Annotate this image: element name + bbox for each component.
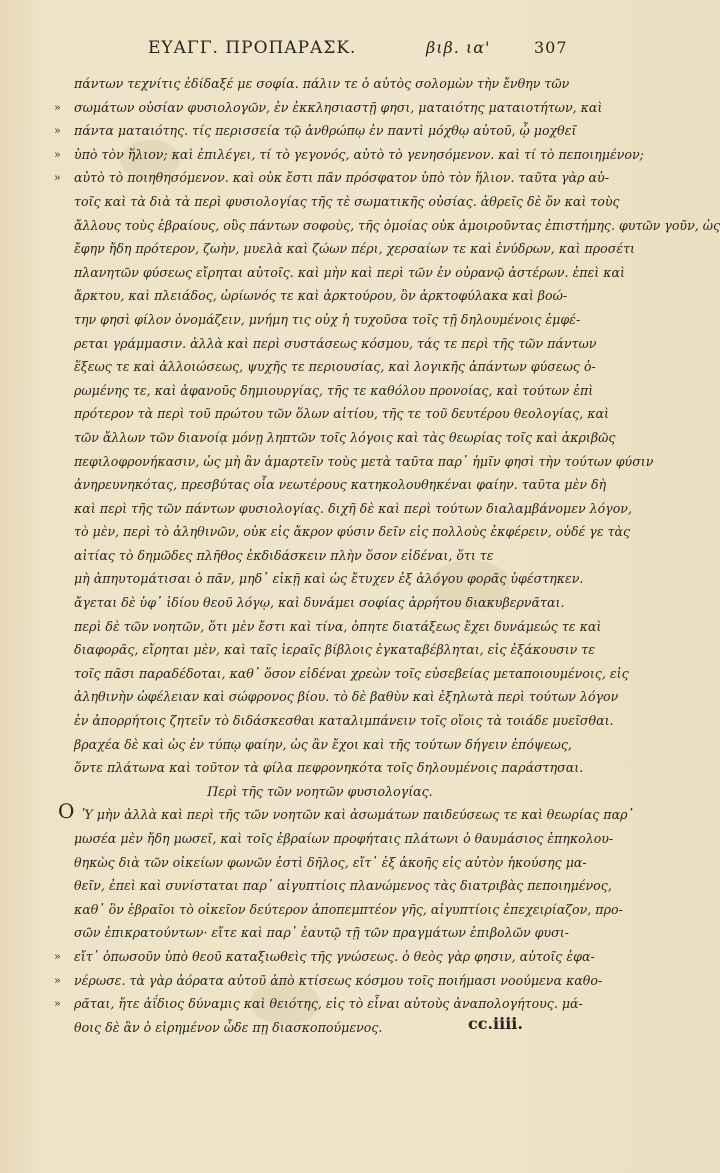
text-line	[60, 426, 616, 450]
line-text: ὅντε πλάτωνα καὶ τοῦτον τὰ φίλα πεφρονηκότα τοῖς δηλουμένοις παράστησαι.	[74, 760, 584, 776]
section-heading	[60, 780, 580, 804]
line-text: διαφορᾶς, εἴρηται μὲν, καὶ ταῖς ἱεραῖς βίβλοις ἐγκαταβέβληται, εἰς ἐξάκουσιν τε	[74, 642, 596, 658]
line-text: ἀνηρευνηκότας, πρεσβύτας οἷα νεωτέρους κατηκολουθηκέναι φαίην. ταῦτα μὲν δὴ	[74, 477, 607, 493]
text-line	[60, 544, 580, 568]
line-text: τὸ μὲν, περὶ τὸ ἀληθινῶν, οὐκ εἰς ἄκρον φύσιν δεῖν εἰς πολλοὺς ἐκφέρειν, οὐδέ γε τὰς	[74, 524, 631, 540]
page-number: 307	[534, 38, 568, 57]
line-text: πεφιλοφρονήκασιν, ὡς μὴ ἂν ἁμαρτεῖν τοὺς μετὰ ταῦτα παρ᾽ ἡμῖν φησὶ τὴν τούτων φύσιν	[74, 453, 654, 469]
text-line	[60, 567, 584, 591]
running-title: ΕΥΑΓΓ. ΠΡΟΠΑΡΑΣΚ.	[148, 38, 357, 58]
text-line	[60, 214, 720, 238]
text-line	[60, 851, 587, 875]
text-line	[60, 827, 614, 851]
line-text: πάντων τεχνίτις ἐδίδαξέ με σοφία. πάλιν τε ὁ αὐτὸς σολομὼν τὴν ἔνθην τῶν	[74, 76, 570, 91]
line-text: αἰτίας τὸ δημῶδες πλῆθος ἐκδιδάσκειν πλὴν ὅσον εἰδέναι, ὅτι τε	[74, 547, 494, 563]
line-text: τοῖς καὶ τὰ διὰ τὰ περὶ φυσιολογίας τῆς τὲ σωματικῆς οὐσίας. ἀθρεῖς δὲ ὅν καὶ τοὺς	[74, 193, 620, 209]
text-line	[60, 473, 607, 497]
text-line	[60, 379, 594, 403]
text-line	[60, 921, 580, 945]
line-text: πλανητῶν φύσεως εἴρηται αὐτοῖς. καὶ μὴν καὶ περὶ τῶν ἐν οὐρανῷ ἀστέρων. ἐπεὶ καὶ	[74, 264, 625, 280]
text-line	[60, 237, 635, 261]
text-line	[60, 615, 602, 639]
line-text: θεῖν, ἐπεὶ καὶ συνίσταται παρ᾽ αἰγυπτίοις πλανώμενος τὰς διατριβὰς πεποιημένος,	[74, 878, 612, 894]
line-text: μωσέα μὲν ἤδη μωσεῖ, καὶ τοῖς ἑβραίων προφήταις πλάτωνι ὁ θαυμάσιος ἐπηκολου-	[74, 831, 614, 846]
body-text	[54, 72, 720, 1039]
text-line	[60, 450, 654, 474]
text-line	[60, 402, 609, 426]
text-line	[60, 874, 612, 898]
text-line	[54, 119, 580, 143]
text-line	[60, 332, 597, 356]
line-text: μὴ ἀπηυτομάτισαι ὁ πᾶν, μηδ᾽ εἰκῇ καὶ ὡς ἔτυχεν ἐξ ἀλόγου φορᾶς ὑφέστηκεν.	[74, 571, 584, 587]
text-line	[60, 733, 580, 757]
line-text: νέρωσε. τὰ γὰρ ἀόρατα αὐτοῦ ἀπὸ κτίσεως κόσμου τοῖς ποιήμασι νοούμενα καθο-	[74, 972, 603, 988]
text-line	[60, 497, 632, 521]
line-text: τῶν ἄλλων τῶν διανοίᾳ μόνῃ ληπτῶν τοῖς λόγοις καὶ τὰς θεωρίας τοῖς καὶ ἀκριβῶς	[74, 429, 616, 445]
text-line	[60, 591, 580, 615]
text-line	[60, 355, 596, 379]
text-line	[60, 72, 580, 96]
line-text: σῶν ἐπικρατούντων· εἴτε καὶ παρ᾽ ἑαυτῷ τῇ τῶν πραγμάτων ἐπιβολῶν φυσι-	[74, 925, 569, 941]
signature-mark: cc.iiii.	[468, 1014, 523, 1033]
text-line	[60, 898, 623, 922]
text-line	[54, 992, 583, 1016]
line-text: ἔφην ἤδη πρότερον, ζωὴν, μυελὰ καὶ ζώων πέρι, χερσαίων τε καὶ ἐνύδρων, καὶ προσέτι	[74, 241, 635, 257]
line-text: καθ᾽ ὃν ἑβραῖοι τὸ οἰκεῖον δεύτερον ἀποπεμπτέον γῆς, αἰγυπτίοις ἐπεχειρίαζον, προ-	[74, 901, 623, 917]
line-text: αὐτὸ τὸ ποιηθησόμενον. καὶ οὐκ ἔστι πᾶν πρόσφατον ὑπὸ τὸν ἥλιον. ταῦτα γὰρ αὐ-	[74, 170, 609, 186]
text-line	[60, 709, 614, 733]
quotation-marker: »	[54, 997, 61, 1011]
line-text: ὑπὸ τὸν ἥλιον; καὶ ἐπιλέγει, τί τὸ γεγονός, αὐτὸ τὸ γενησόμενον. καὶ τί τὸ πεποιημένον;	[74, 146, 644, 162]
line-text: Ὑ μὴν ἀλλὰ καὶ περὶ τῆς τῶν νοητῶν καὶ ἀσωμάτων παιδεύσεως τε καὶ θεωρίας παρ᾽	[82, 807, 634, 823]
line-text: θοις δὲ ἂν ὁ εἰρημένον ὧδε πῃ διασκοπούμενος.	[74, 1019, 383, 1035]
quotation-marker: »	[54, 973, 61, 987]
text-line	[60, 284, 580, 308]
text-line	[60, 261, 625, 285]
line-text: ἐν ἀπορρήτοις ζητεῖν τὸ διδάσκεσθαι καταλιμπάνειν τοῖς οἵοις τὰ τοιάδε μυεῖσθαι.	[74, 713, 614, 729]
line-text: τοῖς πᾶσι παραδέδοται, καθ᾽ ὅσον εἰδέναι χρεὼν τοῖς εὐσεβείας μεταποιουμένοις, εἰς	[74, 665, 629, 681]
text-line	[60, 520, 631, 544]
text-line	[54, 143, 644, 167]
text-line	[54, 945, 595, 969]
line-text: σωμάτων οὐσίαν φυσιολογῶν, ἐν ἐκκλησιαστῇ φησι, ματαιότης ματαιοτήτων, καὶ	[74, 99, 603, 115]
line-text: ἄρκτου, καὶ πλειάδος, ὠρίωνός τε καὶ ἀρκτούρου, ὃν ἀρκτοφύλακα καὶ βοώ-	[74, 288, 568, 304]
line-text: καὶ περὶ τῆς τῶν πάντων φυσιολογίας. διχῆ δὲ καὶ περὶ τούτων διαλαμβάνομεν λόγον,	[74, 500, 632, 516]
text-line	[60, 638, 596, 662]
book-number: βιβ. ια'	[426, 38, 491, 57]
line-text: ρᾶται, ἥτε ἀΐδιος δύναμις καὶ θειότης, εἰς τὸ εἶναι αὐτοὺς ἀναπολογήτους. μά-	[74, 996, 583, 1012]
line-text: θηκὼς διὰ τῶν οἰκείων φωνῶν ἐστὶ δῆλος, εἴτ᾽ ἐξ ἀκοῆς εἰς αὐτὸν ἡκούσης μα-	[74, 854, 587, 870]
text-line	[60, 662, 629, 686]
text-line	[54, 96, 603, 120]
line-text: εἴτ᾽ ὁπωσοῦν ὑπὸ θεοῦ καταξιωθεὶς τῆς γνώσεως. ὁ θεὸς γὰρ φησιν, αὐτοῖς ἐφα-	[74, 948, 595, 964]
line-text: πρότερον τὰ περὶ τοῦ πρώτου τῶν ὅλων αἰτίου, τῆς τε τοῦ δευτέρου θεολογίας, καὶ	[74, 406, 609, 422]
quotation-marker: »	[54, 949, 61, 963]
text-line	[60, 756, 584, 780]
line-text: βραχέα δὲ καὶ ὡς ἐν τύπῳ φαίην, ὡς ἂν ἔχοι καὶ τῆς τούτων δήγειν ἐπόψεως,	[74, 736, 572, 752]
line-text: ρεται γράμμασιν. ἀλλὰ καὶ περὶ συστάσεως κόσμου, τάς τε περὶ τῆς τῶν πάντων	[74, 335, 597, 351]
line-text: ἀληθινὴν ὠφέλειαν καὶ σώφρονος βίου. τὸ δὲ βαθὺν καὶ ἐξηλωτὰ περὶ τούτων λόγον	[74, 689, 619, 705]
line-text: πάντα ματαιότης. τίς περισσεία τῷ ἀνθρώπῳ ἐν παντὶ μόχθῳ αὐτοῦ, ᾧ μοχθεῖ	[74, 123, 577, 139]
line-text: περὶ δὲ τῶν νοητῶν, ὅτι μὲν ἔστι καὶ τίνα, ὁπητε διατάξεως ἔχει δυνάμεώς τε καὶ	[74, 618, 602, 634]
quotation-marker: »	[54, 124, 61, 138]
running-header	[148, 38, 568, 64]
line-text: Περὶ τῆς τῶν νοητῶν φυσιολογίας.	[207, 783, 433, 799]
line-text: την φησὶ φίλον ὀνομάζειν, μνήμη τις οὐχ ἡ τυχοῦσα τοῖς τῇ δηλουμένοις ἐμφέ-	[74, 311, 581, 327]
line-text: ρωμένης τε, καὶ ἀφανοῦς δημιουργίας, τῆς τε καθόλου προνοίας, καὶ τούτων ἐπὶ	[74, 382, 594, 398]
line-text: ἄγεται δὲ ὑφ᾽ ἰδίου θεοῦ λόγῳ, καὶ δυνάμει σοφίας ἀρρήτου διακυβερνᾶται.	[74, 595, 565, 611]
text-line	[54, 166, 609, 190]
text-line	[54, 969, 603, 993]
quotation-marker: »	[54, 100, 61, 114]
text-line	[60, 308, 580, 332]
text-line	[60, 190, 620, 214]
initial-letter: O	[58, 799, 75, 824]
text-line	[58, 799, 634, 827]
quotation-marker: »	[54, 147, 61, 161]
line-text: ἄλλους τοὺς ἑβραίους, οὓς πάντων σοφοὺς, τῆς ὁμοίας οὐκ ἀμοιροῦντας ἐπιστήμης. φυτῶν γοῦν, ὡς	[74, 217, 720, 233]
quotation-marker: »	[54, 171, 61, 185]
text-line	[60, 685, 619, 709]
line-text: ἕξεως τε καὶ ἀλλοιώσεως, ψυχῆς τε περιουσίας, καὶ λογικῆς ἀπάντων φύσεως ὁ-	[74, 359, 596, 375]
